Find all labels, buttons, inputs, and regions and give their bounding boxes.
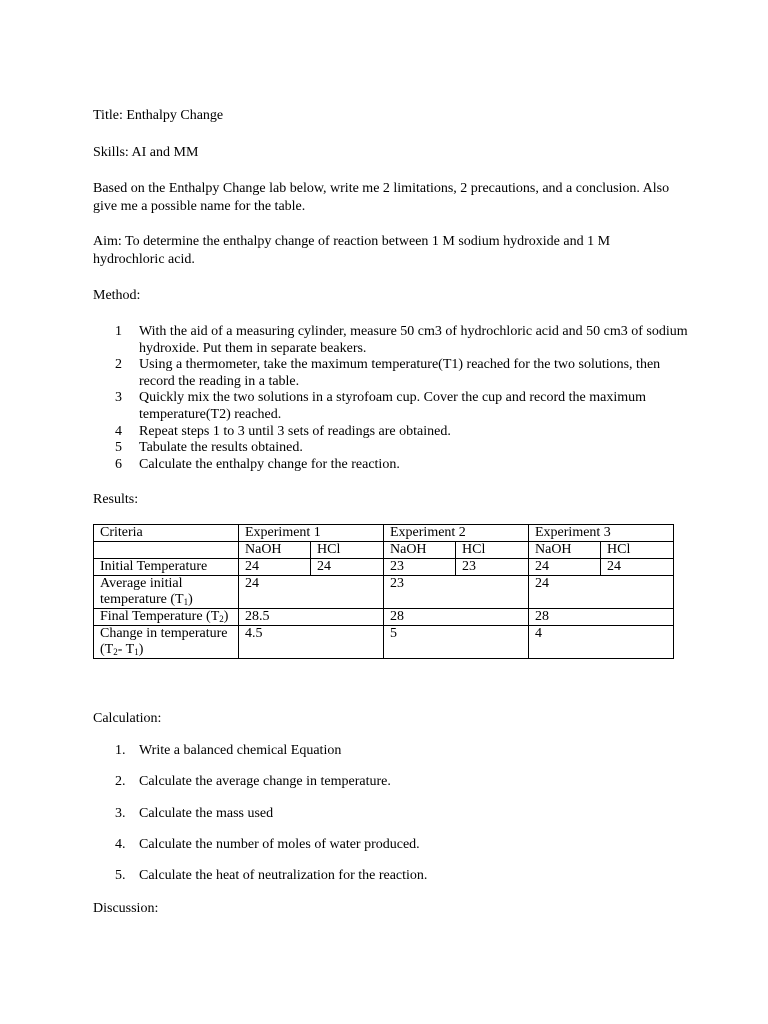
table-row [94, 609, 674, 626]
list-number: 3 [115, 390, 122, 406]
table-cell: 24 [239, 576, 384, 609]
row-label: Final Temperature $(T_2)$ [94, 609, 239, 626]
list-item [93, 440, 693, 457]
table-cell: 28 [384, 609, 529, 626]
results-table [93, 524, 674, 659]
list-text: Quickly mix the two solutions in a styrofoam cup. Cover the cup and record the maximum temperature(T2) reached. [139, 390, 647, 422]
list-number: 4. [115, 837, 126, 852]
table-header-row [94, 525, 674, 542]
list-text: Calculate the number of moles of water produced. [139, 837, 420, 852]
table-cell: 28.5 [239, 609, 384, 626]
list-text: Calculate the enthalpy change for the reaction. [139, 456, 400, 472]
table-cell [94, 542, 239, 559]
list-number: 3. [115, 806, 126, 821]
title-line: Title: Enthalpy Change [93, 108, 224, 123]
table-cell: 24 [529, 576, 674, 609]
table-cell: 24 [529, 559, 601, 576]
table-cell: 23 [384, 576, 529, 609]
list-text: Repeat steps 1 to 3 until 3 sets of readings are obtained. [139, 423, 451, 439]
list-text: With the aid of a measuring cylinder, measure 50 cm3 of hydrochloric acid and 50 cm3 of sodium hydroxide. Put them in separate beakers. [139, 324, 688, 356]
table-cell: 24 [311, 559, 384, 576]
subheader-cell: NaOH [384, 542, 456, 559]
results-heading: Results: [93, 492, 139, 507]
experiment-header: Experiment 2 [384, 525, 529, 542]
list-item [93, 324, 693, 357]
calculation-heading: Calculation: [93, 711, 162, 726]
discussion-heading: Discussion: [93, 901, 159, 916]
table-row [94, 576, 674, 609]
experiment-header: Experiment 3 [529, 525, 674, 542]
subheader-cell: HCl [456, 542, 529, 559]
row-label: Average initial temperature $(T_1)$ [94, 576, 239, 609]
table-row [94, 559, 674, 576]
list-item [93, 390, 693, 423]
list-number: 1. [115, 743, 126, 758]
skills-line: Skills: AI and MM [93, 145, 199, 160]
list-text: Tabulate the results obtained. [139, 440, 303, 456]
list-text: Calculate the heat of neutralization for the reaction. [139, 868, 428, 883]
list-item [93, 457, 693, 474]
table-cell: 4 [529, 626, 674, 659]
row-label: Change in temperature ($T_2-$ $T_1$) [94, 626, 239, 659]
table-cell: 4.5 [239, 626, 384, 659]
method-heading: Method: [93, 288, 141, 303]
list-text: Calculate the average change in temperature. [139, 774, 391, 789]
list-number: 1 [115, 324, 122, 339]
list-number: 5 [115, 440, 122, 456]
row-label: Initial Temperature [94, 559, 239, 576]
list-text: Write a balanced chemical Equation [139, 743, 342, 758]
list-item [93, 357, 693, 390]
experiment-header: Experiment 1 [239, 525, 384, 542]
table-cell: 23 [456, 559, 529, 576]
method-list [93, 324, 693, 473]
list-number: 2 [115, 357, 122, 373]
subheader-cell: HCl [311, 542, 384, 559]
table-row [94, 626, 674, 659]
criteria-header: Criteria [94, 525, 239, 542]
table-cell: 23 [384, 559, 456, 576]
subheader-cell: HCl [601, 542, 674, 559]
list-text: Using a thermometer, take the maximum temperature(T1) reached for the two solutions, then record the reading in a table. [139, 357, 661, 389]
list-number: 4 [115, 423, 122, 439]
table-cell: 5 [384, 626, 529, 659]
subheader-cell: NaOH [239, 542, 311, 559]
table-subheader-row [94, 542, 674, 559]
list-text: Calculate the mass used [139, 806, 274, 821]
table-cell: 24 [601, 559, 674, 576]
list-item [93, 424, 693, 441]
list-number: 5. [115, 868, 126, 883]
list-number: 6 [115, 456, 122, 472]
table-cell: 24 [239, 559, 311, 576]
aim-paragraph: Aim: To determine the enthalpy change of reaction between 1 M sodium hydroxide and 1 M hydrochloric acid. [93, 234, 611, 267]
prompt-paragraph: Based on the Enthalpy Change lab below, write me 2 limitations, 2 precautions, and a conclusion. Also give me a possible name for the table. [93, 181, 670, 214]
list-number: 2. [115, 774, 126, 789]
subheader-cell: NaOH [529, 542, 601, 559]
table-cell: 28 [529, 609, 674, 626]
